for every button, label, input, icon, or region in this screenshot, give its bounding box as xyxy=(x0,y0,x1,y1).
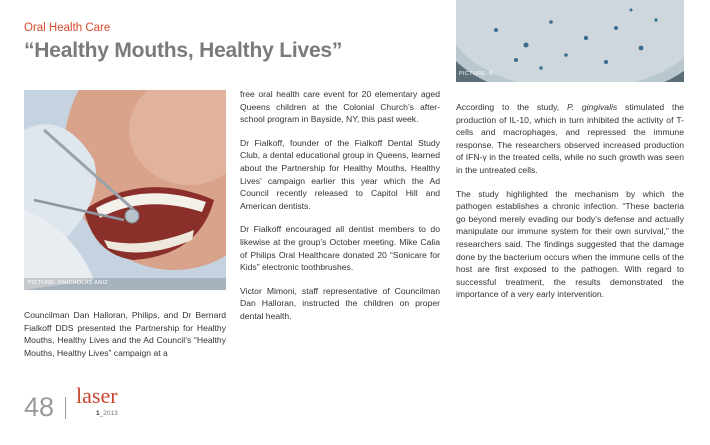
paragraph xyxy=(456,101,684,177)
paragraph: free oral health care event for 20 elementary aged Queens children at the Colonial Church’s after-school program in Bayside, NY, this past week. xyxy=(240,89,440,125)
page-number: 48 xyxy=(24,392,55,422)
article-column-2 xyxy=(240,88,440,334)
magazine-logo: laser xyxy=(76,383,118,408)
article-headline: “Healthy Mouths, Healthy Lives” xyxy=(24,39,343,62)
issue-number: 1 xyxy=(96,410,100,417)
text-run: stimulated the production of IL-10, which in turn inhibited the activity of T-cells and macrophages, and repressed the immune response. The researchers observed increased production of IFN-γ in the treated cells, while no such growth was seen in the untreated cells. xyxy=(456,102,685,175)
text-run: According to the study, xyxy=(456,102,567,112)
photo-credit-right: PICTURE: © xyxy=(459,71,494,77)
paragraph: Victor Mimoni, staff representative of Councilman Dan Halloran, instructed the children on proper dental health. xyxy=(240,285,440,321)
paragraph: The study highlighted the mechanism by which the pathogen establishes a chronic infection. “These bacteria go beyond merely evading our body’s defense and actually manipulate our immune system for their own survival,” the researchers said. The findings suggested that the damage done by the bacterium occurs when the immune cells of the host are first exposed to the pathogen. With regard to successful treatment, the results demonstrated the importance of a very early intervention. xyxy=(456,188,684,300)
bacteria-culture-photo xyxy=(456,0,684,82)
footer-divider xyxy=(65,397,66,419)
paragraph: Dr Fialkoff encouraged all dentist members to do likewise at the group’s October meeting. Mike Calia of Philips Oral Healthcare donated 20 “Sonicare for Kids” electronic toothbrushes. xyxy=(240,224,440,273)
paragraph: Dr Fialkoff, founder of the Fialkoff Dental Study Club, a dental educational group in Queens, learned about the Partnership for Healthy Mouths, Healthy Lives’ campaign earlier this year which the Ad Council recently released to Capitol Hill and American dentists. xyxy=(240,137,440,211)
issue-label xyxy=(96,410,118,417)
article-column-3 xyxy=(456,101,684,312)
section-kicker: Oral Health Care xyxy=(24,22,111,34)
petri-dish-illustration xyxy=(456,0,684,82)
species-name: P. gingivalis xyxy=(567,102,618,112)
article-column-1 xyxy=(24,309,226,370)
photo-credit-left: PICTURE: ©NICHOLAS ANIZ xyxy=(28,280,109,286)
issue-year: _2013 xyxy=(99,410,118,417)
dental-exam-photo xyxy=(24,90,226,290)
dental-exam-illustration xyxy=(24,90,226,290)
paragraph: Councilman Dan Halloran, Philips, and Dr Bernard Fialkoff DDS presented the Partnership for Healthy Mouths, Healthy Lives and the Ad Council’s “Healthy Mouths, Healthy Lives” campaign at a xyxy=(24,310,226,358)
